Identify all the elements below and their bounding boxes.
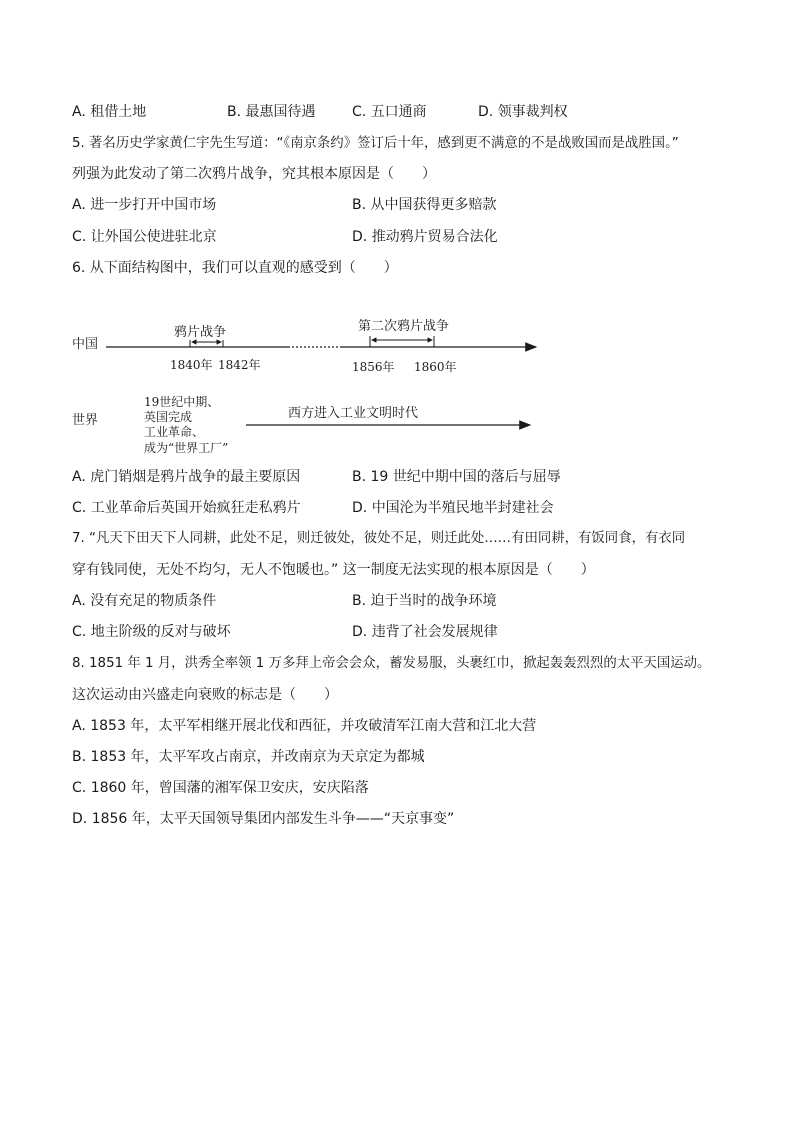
q8-stem-line1: 8. 1851 年 1 月，洪秀全率领 1 万多拜上帝会会众，蓄发易服，头裹红巾，掀起轰轰烈烈的太平天国运动。 xyxy=(72,656,711,671)
q4-option-a: A. 租借土地 xyxy=(72,104,147,120)
q6-option-a: A. 虎门销烟是鸦片战争的最主要原因 xyxy=(72,469,301,485)
q5-stem-line2: 列强为此发动了第二次鸦片战争，究其根本原因是（ ） xyxy=(72,166,436,182)
q4-option-b: B. 最惠国待遇 xyxy=(227,104,316,120)
world-label: 世界 xyxy=(72,413,99,428)
q7-option-d: D. 违背了社会发展规律 xyxy=(352,624,498,640)
q7-option-b: B. 迫于当时的战争环境 xyxy=(352,593,497,609)
china-label: 中国 xyxy=(72,337,99,352)
q8-option-d: D. 1856 年，太平天国领导集团内部发生斗争——“天京事变” xyxy=(72,811,455,827)
opium-war-label: 鸦片战争 xyxy=(174,325,227,340)
year-1842: 1842年 xyxy=(218,358,261,372)
q6-option-c: C. 工业革命后英国开始疯狂走私鸦片 xyxy=(72,500,301,516)
q4-option-d: D. 领事裁判权 xyxy=(478,104,568,120)
q7-stem-line2: 穿有钱同使，无处不均匀，无人不饱暖也。” 这一制度无法实现的根本原因是（ ） xyxy=(72,562,595,578)
q6-stem: 6. 从下面结构图中，我们可以直观的感受到（ ） xyxy=(72,260,398,276)
year-1840: 1840年 xyxy=(170,358,213,372)
q8-option-c: C. 1860 年，曾国藩的湘军保卫安庆，安庆陷落 xyxy=(72,780,369,796)
q6-option-d: D. 中国沦为半殖民地半封建社会 xyxy=(352,500,554,516)
q4-option-c: C. 五口通商 xyxy=(352,104,427,120)
year-1856: 1856年 xyxy=(352,360,395,374)
q8-option-a: A. 1853 年，太平军相继开展北伐和西征，并攻破清军江南大营和江北大营 xyxy=(72,718,537,734)
q5-stem-line1: 5. 著名历史学家黄仁宇先生写道：“《南京条约》签订后十年，感到更不满意的不是战败国而是战胜国。” xyxy=(72,136,679,151)
q7-option-a: A. 没有充足的物质条件 xyxy=(72,593,217,609)
q8-stem-line2: 这次运动由兴盛走向衰败的标志是（ ） xyxy=(72,687,338,703)
q7-option-c: C. 地主阶级的反对与破坏 xyxy=(72,624,231,640)
q6-option-b: B. 19 世纪中期中国的落后与屈辱 xyxy=(352,469,561,485)
year-1860: 1860年 xyxy=(414,360,457,374)
q5-option-a: A. 进一步打开中国市场 xyxy=(72,197,217,213)
second-opium-war-label: 第二次鸦片战争 xyxy=(358,319,450,334)
britain-line2: 英国完成 xyxy=(144,410,193,424)
q5-option-d: D. 推动鸦片贸易合法化 xyxy=(352,229,498,245)
q5-option-b: B. 从中国获得更多赔款 xyxy=(352,197,497,213)
britain-line4: 成为“世界工厂” xyxy=(144,441,229,455)
q7-stem-line1: 7. “凡天下田天下人同耕，此处不足，则迁彼处，彼处不足，则迁此处……有田同耕，有饭同食，有衣同 xyxy=(72,531,686,546)
q5-option-c: C. 让外国公使进驻北京 xyxy=(72,229,217,245)
timeline-diagram xyxy=(60,300,560,470)
britain-line1: 19世纪中期、 xyxy=(144,395,220,409)
west-era-label: 西方进入工业文明时代 xyxy=(288,406,419,421)
britain-line3: 工业革命、 xyxy=(144,425,205,439)
q8-option-b: B. 1853 年，太平军攻占南京，并改南京为天京定为都城 xyxy=(72,749,425,765)
